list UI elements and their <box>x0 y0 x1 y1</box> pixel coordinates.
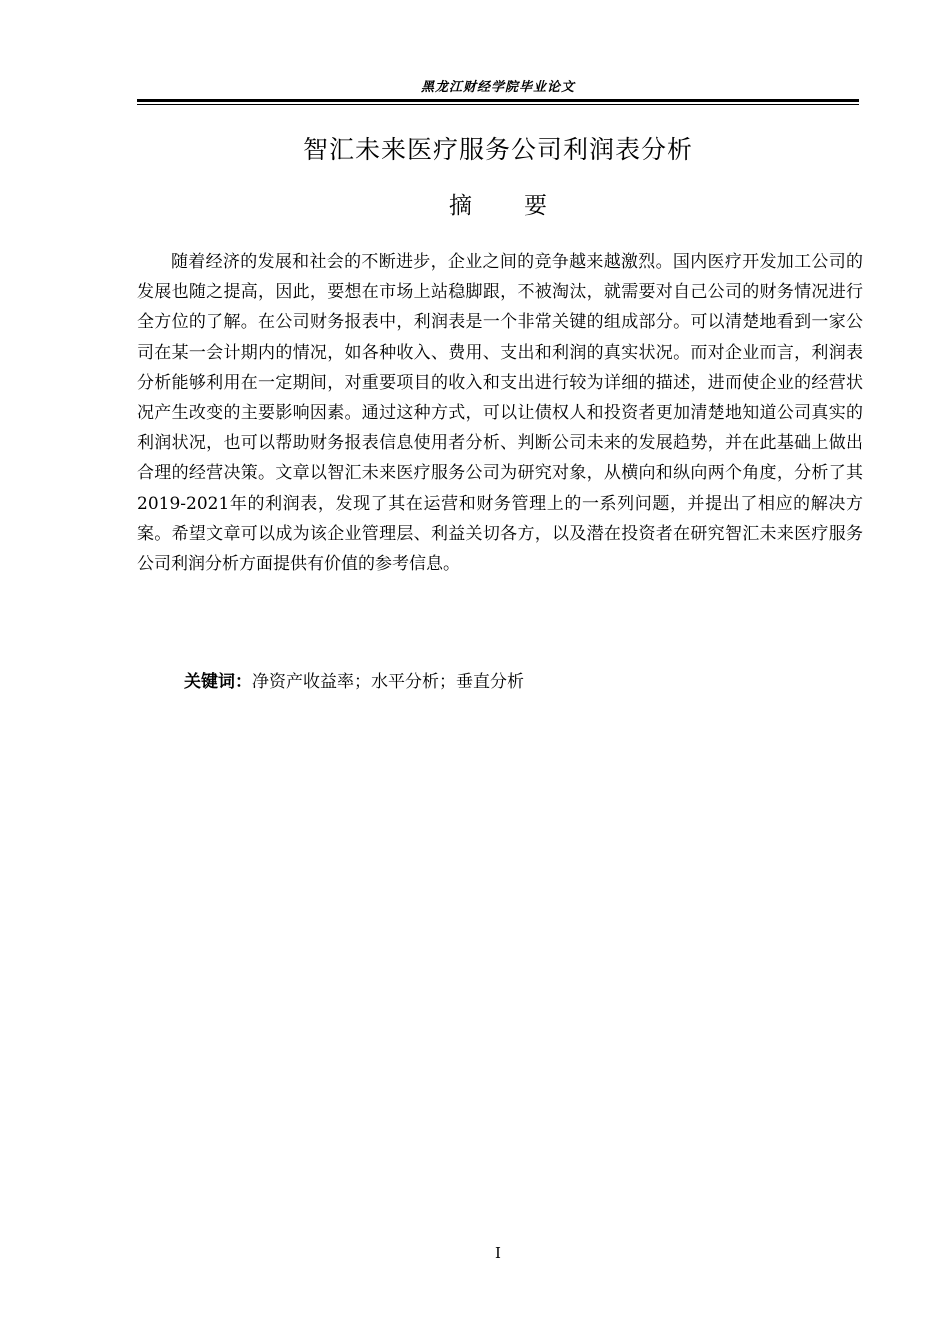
running-header: 黑龙江财经学院毕业论文 <box>420 80 575 95</box>
keywords-line <box>184 668 864 696</box>
abstract-heading-char-1: 摘 <box>449 193 472 219</box>
header-rule-thin <box>137 104 859 105</box>
keywords-text: 净资产收益率；水平分析；垂直分析 <box>252 672 524 692</box>
header-rule-thick <box>137 99 859 102</box>
page-number: I <box>495 1244 501 1262</box>
document-title: 智汇未来医疗服务公司利润表分析 <box>302 135 693 164</box>
abstract-heading-char-2: 要 <box>524 193 547 219</box>
keywords-label: 关键词： <box>184 672 252 692</box>
abstract-body: 随着经济的发展和社会的不断进步，企业之间的竞争越来越激烈。国内医疗开发加工公司的发展也随之提高，因此，要想在市场上站稳脚跟，不被淘汰，就需要对自己公司的财务情况进行全方位的了解。在公司财务报表中，利润表是一个非常关键的组成部分。可以清楚地看到一家公司在某一会计期内的情况，如各种收入、费用、支出和利润的真实状况。而对企业而言，利润表分析能够利用在一定期间，对重要项目的收入和支出进行较为详细的描述，进而使企业的经营状况产生改变的主要影响因素。通过这种方式，可以让债权人和投资者更加清楚地知道公司真实的利润状况，也可以帮助财务报表信息使用者分析、判断公司未来的发展趋势，并在此基础上做出合理的经营决策。文章以智汇未来医疗服务公司为研究对象，从横向和纵向两个角度，分析了其2019-2021年的利润表，发现了其在运营和财务管理上的一系列问题，并提出了相应的解决方案。希望文章可以成为该企业管理层、利益关切各方，以及潜在投资者在研究智汇未来医疗服务公司利润分析方面提供有价值的参考信息。 <box>137 252 863 575</box>
abstract-heading <box>137 190 859 222</box>
